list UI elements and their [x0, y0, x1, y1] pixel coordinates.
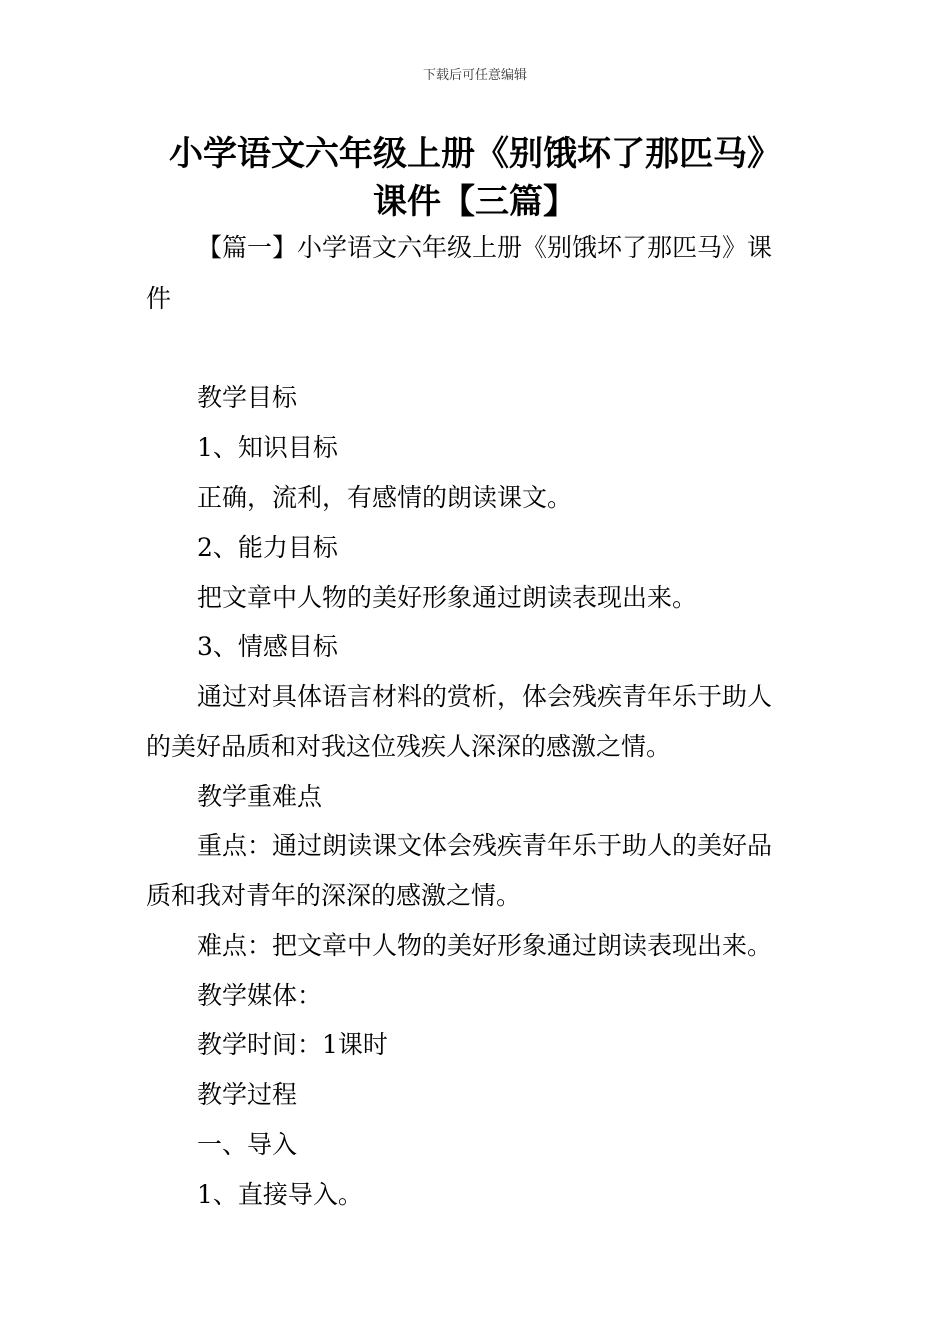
goals-heading: 教学目标 — [197, 383, 298, 412]
teaching-time: 教学时间：1课时 — [197, 1030, 388, 1059]
process-heading: 教学过程 — [197, 1080, 298, 1109]
goal-1-label: 1、知识目标 — [197, 433, 338, 462]
step-1-item-1: 1、直接导入。 — [197, 1180, 363, 1209]
goal-3-label: 3、情感目标 — [197, 632, 338, 661]
goal-3-text-line-2: 的美好品质和对我这位残疾人深深的感激之情。 — [146, 732, 672, 761]
hard-point: 难点：把文章中人物的美好形象通过朗读表现出来。 — [197, 931, 773, 960]
goal-3-text-line-1: 通过对具体语言材料的赏析，体会残疾青年乐于助人 — [197, 682, 773, 711]
section-heading-line-1: 【篇一】小学语文六年级上册《别饿坏了那匹马》课 — [197, 233, 773, 262]
goal-2-text: 把文章中人物的美好形象通过朗读表现出来。 — [197, 583, 698, 612]
key-point-line-1: 重点：通过朗读课文体会残疾青年乐于助人的美好品 — [197, 831, 773, 860]
header-note: 下载后可任意编辑 — [422, 68, 527, 83]
goal-1-text: 正确，流利，有感情的朗读课文。 — [197, 483, 573, 512]
document-title-line-1: 小学语文六年级上册《别饿坏了那匹马》 — [169, 134, 781, 174]
difficulty-heading: 教学重难点 — [197, 782, 323, 811]
section-heading-line-2: 件 — [146, 284, 172, 313]
document-title-line-2: 课件【三篇】 — [373, 182, 577, 222]
step-1-heading: 一、导入 — [197, 1130, 298, 1159]
key-point-line-2: 质和我对青年的深深的感激之情。 — [146, 881, 522, 910]
teaching-media: 教学媒体： — [197, 981, 323, 1010]
goal-2-label: 2、能力目标 — [197, 533, 338, 562]
